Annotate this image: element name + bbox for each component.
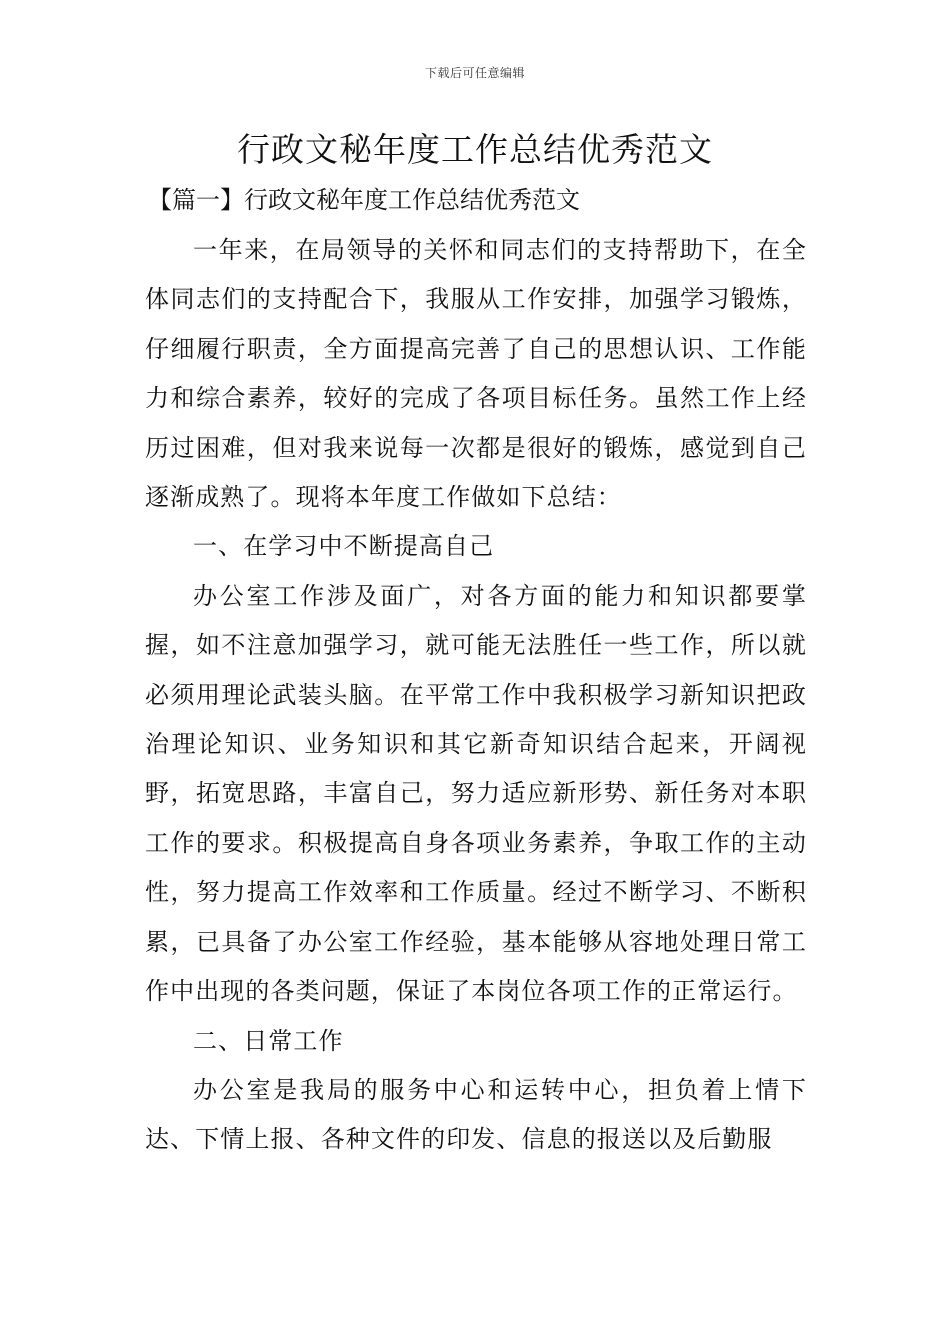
paragraph-study: 办公室工作涉及面广，对各方面的能力和知识都要掌握，如不注意加强学习，就可能无法胜任一些工作，所以就必须用理论武装头脑。在平常工作中我积极学习新知识把政治理论知识、业务知识和其它新奇知识结合起来，开阔视野，拓宽思路，丰富自己，努力适应新形势、新任务对本职工作的要求。积极提高自身各项业务素养，争取工作的主动性，努力提高工作效率和工作质量。经过不断学习、不断积累，已具备了办公室工作经验，基本能够从容地处理日常工作中出现的各类问题，保证了本岗位各项工作的正常运行。 [145,581,807,1006]
document-body [145,226,807,1165]
paragraph-daily-work: 办公室是我局的服务中心和运转中心，担负着上情下达、下情上报、各种文件的印发、信息的报送以及后勤服 [145,1075,807,1154]
section-heading-study: 一、在学习中不断提高自己 [193,532,495,561]
paragraph-intro: 一年来，在局领导的关怀和同志们的支持帮助下，在全体同志们的支持配合下，我服从工作安排，加强学习锻炼，仔细履行职责，全方面提高完善了自己的思想认识、工作能力和综合素养，较好的完成了各项目标任务。虽然工作上经历过困难，但对我来说每一次都是很好的锻炼，感觉到自己逐渐成熟了。现将本年度工作做如下总结： [145,236,807,512]
document-title: 行政文秘年度工作总结优秀范文 [237,130,713,169]
header-note: 下载后可任意编辑 [424,66,525,80]
section-subtitle: 【篇一】行政文秘年度工作总结优秀范文 [148,186,580,214]
section-heading-daily-work: 二、日常工作 [193,1026,344,1055]
